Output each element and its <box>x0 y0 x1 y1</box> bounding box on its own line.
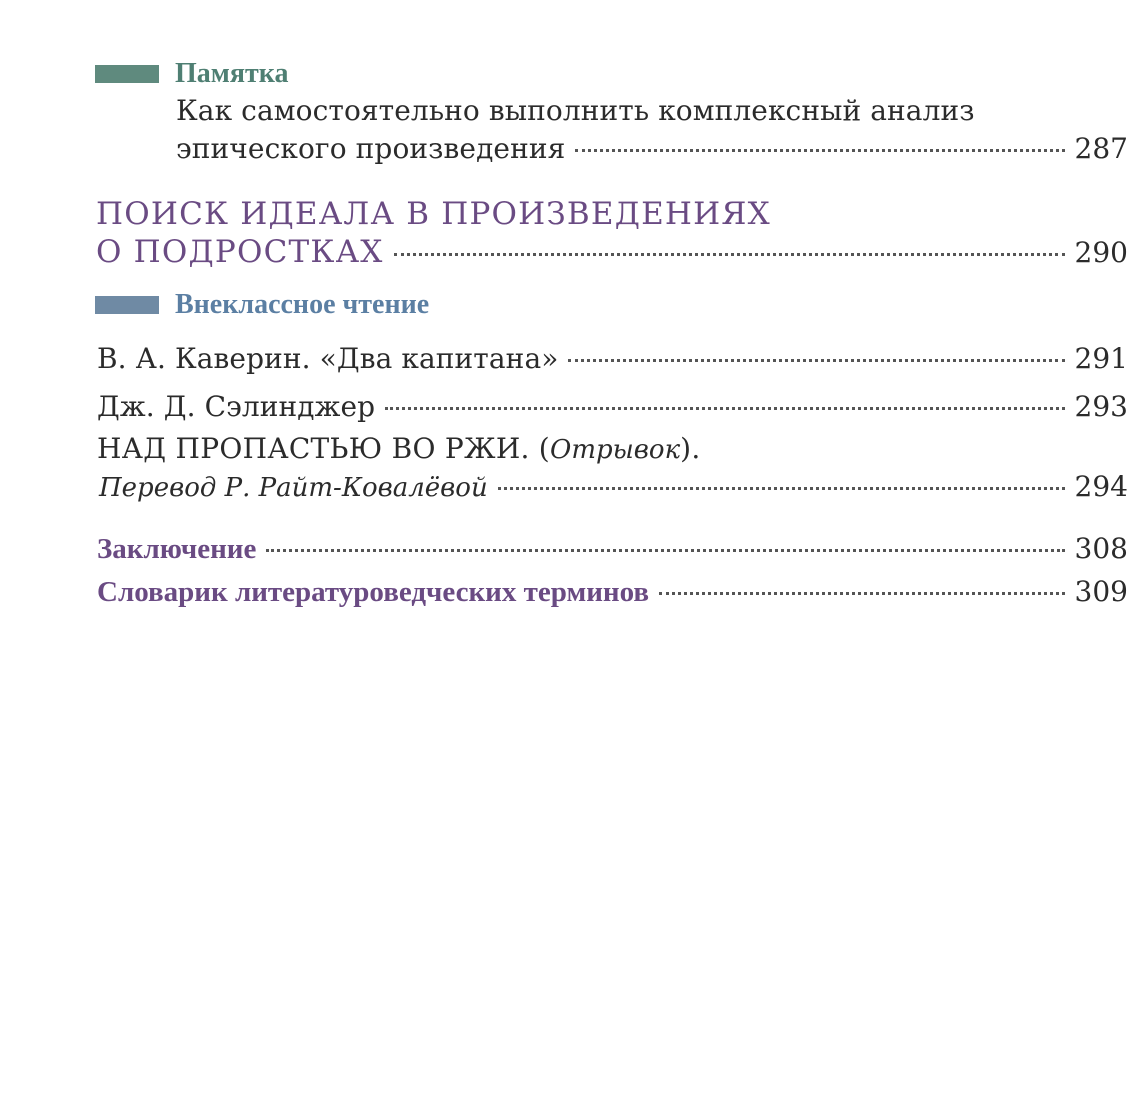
toc-entry-kaverin[interactable] <box>97 342 1128 375</box>
translator-credit: Перевод Р. Райт-Ковалёвой <box>99 473 488 503</box>
dot-leader <box>266 549 1064 552</box>
page-number: 293 <box>1074 390 1128 423</box>
page-number: 287 <box>1074 132 1128 165</box>
toc-entry-translator[interactable] <box>99 470 1128 503</box>
toc-entry-glossary[interactable] <box>97 575 1128 609</box>
section-marker-bar <box>95 65 159 83</box>
pamyatka-heading-row <box>95 58 288 90</box>
section-title: ПОИСК ИДЕАЛА В ПРОИЗВЕДЕНИЯХ <box>96 196 771 232</box>
dot-leader <box>659 592 1064 595</box>
section-heading-line1 <box>96 196 771 232</box>
entry-title: Заключение <box>97 533 257 565</box>
toc-entry-salinger[interactable] <box>97 390 1128 423</box>
dot-leader <box>498 487 1065 490</box>
page-number: 308 <box>1074 532 1128 565</box>
entry-title: Словарик литературоведческих терминов <box>97 576 650 608</box>
pamyatka-heading: Памятка <box>175 58 289 89</box>
section-heading-line2[interactable] <box>96 234 1128 270</box>
page-number: 290 <box>1074 236 1128 269</box>
entry-author: Дж. Д. Сэлинджер <box>97 390 376 423</box>
dot-leader <box>385 407 1064 410</box>
pamyatka-entry-text: Как самостоятельно выполнить комплексный анализ <box>176 94 975 127</box>
toc-entry-conclusion[interactable] <box>97 532 1128 566</box>
dot-leader <box>568 359 1064 362</box>
paren-open: ( <box>538 432 550 465</box>
dot-leader <box>394 253 1065 256</box>
pamyatka-entry-line2[interactable] <box>176 132 1128 165</box>
paren-close: ). <box>680 432 701 465</box>
page-number: 294 <box>1074 470 1128 503</box>
extra-reading-heading: Внеклассное чтение <box>175 289 430 320</box>
entry-title: В. А. Каверин. «Два капитана» <box>97 342 559 375</box>
work-title: НАД ПРОПАСТЬЮ ВО РЖИ. <box>97 432 530 465</box>
work-note: Отрывок <box>550 435 681 465</box>
toc-entry-work-title <box>97 432 701 465</box>
page-number: 309 <box>1074 575 1128 608</box>
extra-reading-heading-row <box>95 289 429 321</box>
page-number: 291 <box>1074 342 1128 375</box>
pamyatka-entry-line1 <box>176 94 975 127</box>
pamyatka-entry-text-cont: эпического произведения <box>176 132 566 165</box>
dot-leader <box>575 149 1064 152</box>
section-marker-bar <box>95 296 159 314</box>
section-title-cont: О ПОДРОСТКАХ <box>96 234 384 270</box>
